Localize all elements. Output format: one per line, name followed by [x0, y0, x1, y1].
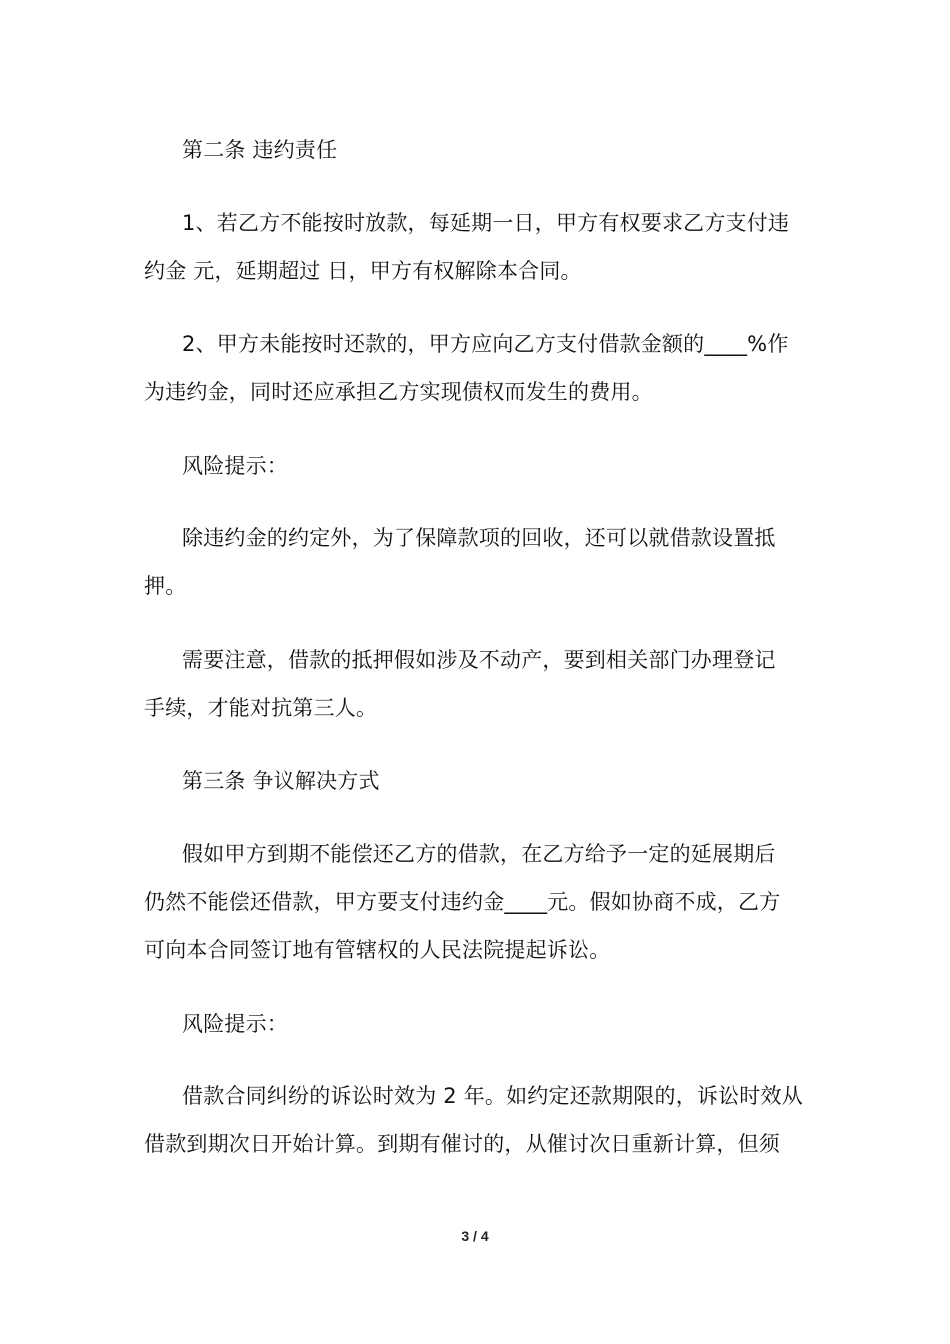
text-line: 手续，才能对抗第三人。	[144, 696, 378, 720]
text-line: 风险提示：	[182, 454, 288, 478]
risk-notice-heading	[144, 442, 812, 490]
text-line: 假如甲方到期不能偿还乙方的借款，在乙方给予一定的延展期后	[182, 842, 776, 866]
text-line: 第二条 违约责任	[182, 138, 338, 162]
article-3-paragraph	[144, 830, 812, 974]
article-2-clause-1	[144, 199, 812, 295]
text-line: 为违约金，同时还应承担乙方实现债权而发生的费用。	[144, 380, 653, 404]
text-line: 需要注意，借款的抵押假如涉及不动产，要到相关部门办理登记	[182, 648, 776, 672]
text-line: 第三条 争议解决方式	[182, 769, 380, 793]
text-line: 押。	[144, 574, 187, 598]
risk-notice-paragraph	[144, 636, 812, 732]
text-line: 2、甲方未能按时还款的，甲方应向乙方支付借款金额的____%作	[182, 332, 789, 356]
text-line: 除违约金的约定外，为了保障款项的回收，还可以就借款设置抵	[182, 526, 776, 550]
article-3-heading	[144, 757, 812, 805]
text-line: 借款合同纠纷的诉讼时效为 2 年。如约定还款期限的，诉讼时效从	[182, 1084, 803, 1108]
article-2-heading	[144, 126, 812, 174]
text-line: 可向本合同签订地有管辖权的人民法院提起诉讼。	[144, 938, 611, 962]
text-line: 1、若乙方不能按时放款，每延期一日，甲方有权要求乙方支付违	[182, 211, 790, 235]
text-line: 仍然不能偿还借款，甲方要支付违约金____元。假如协商不成，乙方	[144, 890, 781, 914]
risk-notice-paragraph	[144, 1072, 812, 1168]
risk-notice-heading	[144, 1000, 812, 1048]
risk-notice-paragraph	[144, 514, 812, 610]
text-line: 借款到期次日开始计算。到期有催讨的，从催讨次日重新计算，但须	[144, 1132, 780, 1156]
text-line: 约金 元，延期超过 日，甲方有权解除本合同。	[144, 259, 582, 283]
article-2-clause-2	[144, 320, 812, 416]
page-number: 3 / 4	[461, 1228, 489, 1244]
text-line: 风险提示：	[182, 1012, 288, 1036]
